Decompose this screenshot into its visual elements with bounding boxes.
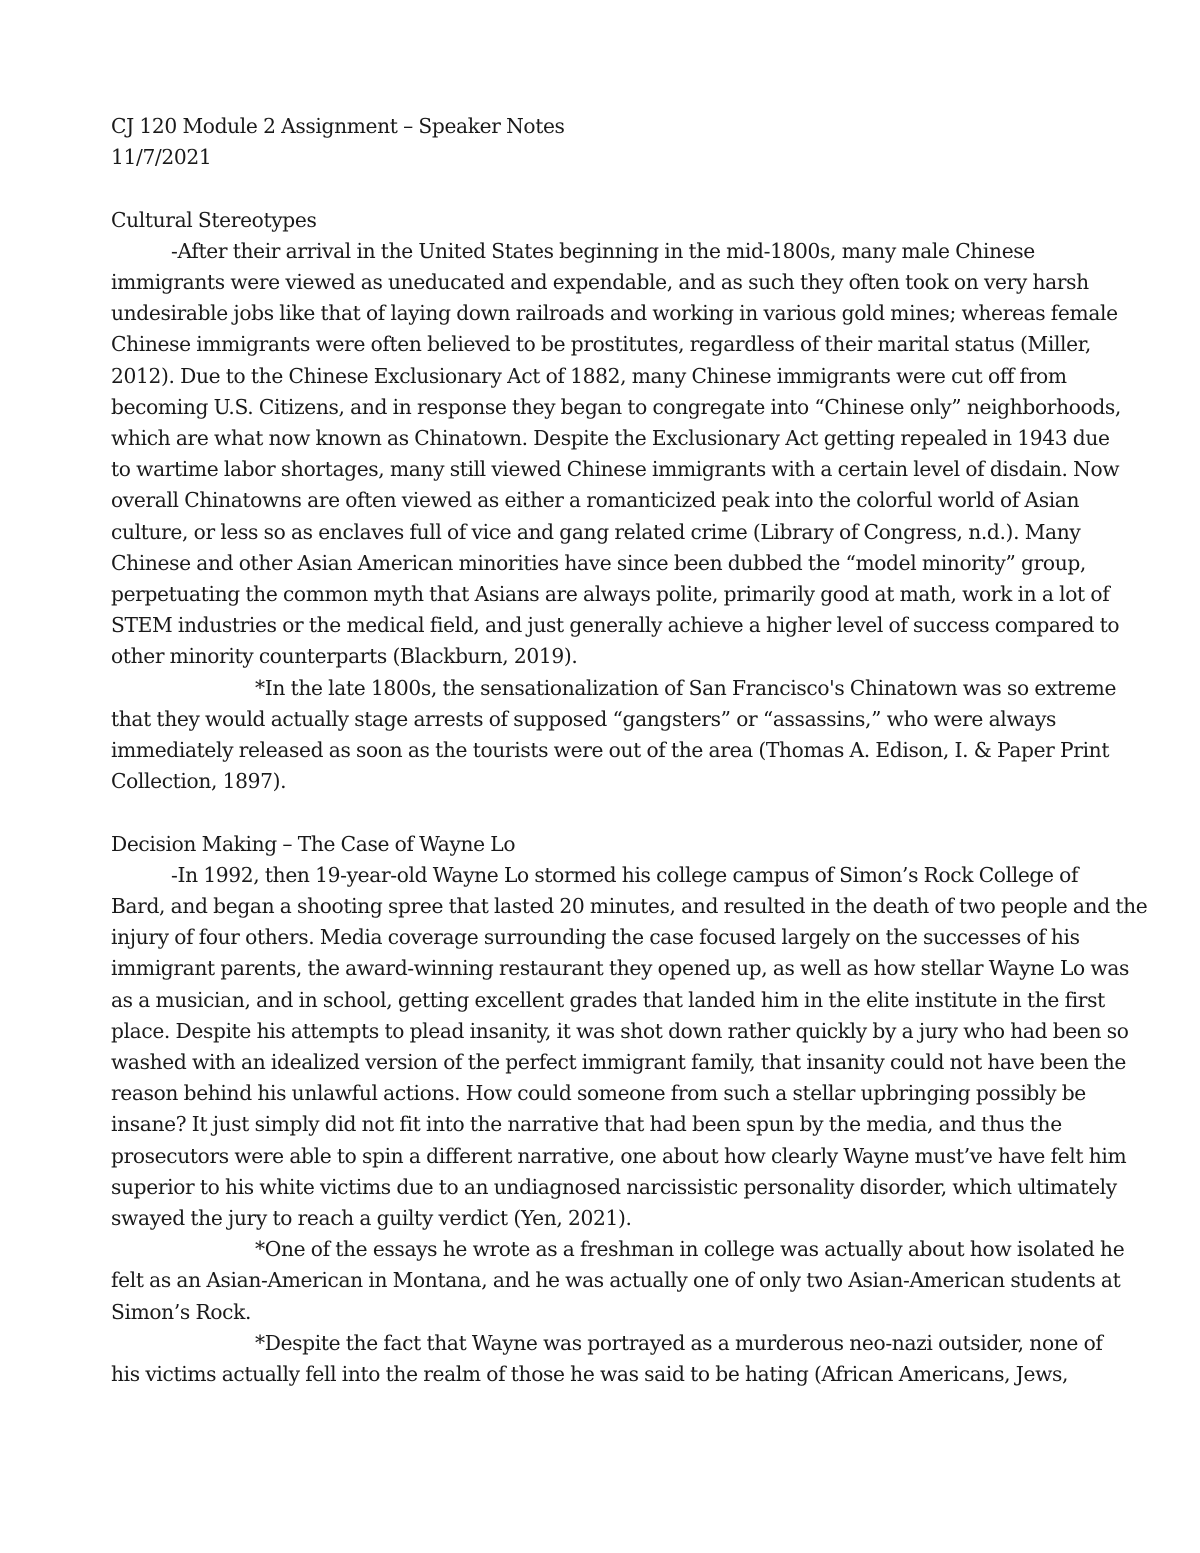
paragraph-line: that they would actually stage arrests of supposed “gangsters” or “assassins,” who were always xyxy=(111,706,1057,731)
paragraph-line: as a musician, and in school, getting excellent grades that landed him in the elite institute in the first xyxy=(111,987,1105,1012)
paragraph-line: *Despite the fact that Wayne was portrayed as a murderous neo-nazi outsider, none of xyxy=(255,1330,1103,1355)
paragraph-line: insane? It just simply did not fit into the narrative that had been spun by the media, and thus the xyxy=(111,1112,1062,1137)
paragraph-line: immigrant parents, the award-winning restaurant they opened up, as well as how stellar Wayne Lo was xyxy=(111,956,1130,981)
paragraph-line: his victims actually fell into the realm of those he was said to be hating (African Americans, Jews, xyxy=(111,1362,1069,1387)
paragraph-line: perpetuating the common myth that Asians are always polite, primarily good at math, work in a lot of xyxy=(111,582,1110,607)
paragraph-line: reason behind his unlawful actions. How could someone from such a stellar upbringing possibly be xyxy=(111,1081,1086,1106)
section-heading-decision-making: Decision Making – The Case of Wayne Lo xyxy=(111,831,516,856)
paragraph-line: *In the late 1800s, the sensationalization of San Francisco's Chinatown was so extreme xyxy=(255,675,1117,700)
paragraph-line: place. Despite his attempts to plead insanity, it was shot down rather quickly by a jury who had been so xyxy=(111,1018,1129,1043)
paragraph-line: washed with an idealized version of the perfect immigrant family, that insanity could not have been the xyxy=(111,1050,1126,1075)
note-paragraph xyxy=(111,1328,1103,1390)
paragraph-line: which are what now known as Chinatown. Despite the Exclusionary Act getting repealed in 1943 due xyxy=(111,426,1110,451)
paragraph-line: undesirable jobs like that of laying down railroads and working in various gold mines; whereas female xyxy=(111,301,1118,326)
paragraph-line: superior to his white victims due to an undiagnosed narcissistic personality disorder, which ultimately xyxy=(111,1174,1117,1199)
paragraph-line: 2012). Due to the Chinese Exclusionary Act of 1882, many Chinese immigrants were cut off from xyxy=(111,363,1067,388)
document-title: CJ 120 Module 2 Assignment – Speaker Notes xyxy=(111,114,565,138)
paragraph xyxy=(111,236,1121,673)
spacer xyxy=(111,797,1091,828)
paragraph-line: immediately released as soon as the tourists were out of the area (Thomas A. Edison, I. & Paper Print xyxy=(111,738,1110,763)
paragraph-line: Chinese immigrants were often believed to be prostitutes, regardless of their marital status (Miller, xyxy=(111,332,1091,357)
paragraph-line: Chinese and other Asian American minorities have since been dubbed the “model minority” group, xyxy=(111,550,1086,575)
document-page xyxy=(111,111,1148,1390)
paragraph-line: overall Chinatowns are often viewed as either a romanticized peak into the colorful world of Asian xyxy=(111,488,1080,513)
note-paragraph xyxy=(111,1234,1125,1328)
paragraph-line: felt as an Asian-American in Montana, and he was actually one of only two Asian-American students at xyxy=(111,1268,1121,1293)
paragraph-line: STEM industries or the medical field, and just generally achieve a higher level of success compared to xyxy=(111,613,1120,638)
paragraph-line: other minority counterparts (Blackburn, 2019). xyxy=(111,644,578,669)
paragraph-line: becoming U.S. Citizens, and in response they began to congregate into “Chinese only” neighborhoods, xyxy=(111,394,1121,419)
paragraph-line: immigrants were viewed as uneducated and expendable, and as such they often took on very harsh xyxy=(111,270,1089,294)
document-date: 11/7/2021 xyxy=(111,145,212,170)
paragraph-line: Bard, and began a shooting spree that lasted 20 minutes, and resulted in the death of two people and the xyxy=(111,894,1148,919)
paragraph-line: swayed the jury to reach a guilty verdict (Yen, 2021). xyxy=(111,1206,632,1231)
paragraph-line: injury of four others. Media coverage surrounding the case focused largely on the successes of his xyxy=(111,925,1080,950)
paragraph-line: *One of the essays he wrote as a freshman in college was actually about how isolated he xyxy=(255,1237,1125,1262)
paragraph-line: -In 1992, then 19-year-old Wayne Lo stormed his college campus of Simon’s Rock College of xyxy=(171,862,1079,887)
paragraph-line: -After their arrival in the United States beginning in the mid-1800s, many male Chinese xyxy=(171,238,1035,263)
section-heading-cultural-stereotypes: Cultural Stereotypes xyxy=(111,207,317,232)
paragraph-line: prosecutors were able to spin a different narrative, one about how clearly Wayne must’ve have felt him xyxy=(111,1143,1127,1168)
paragraph-line: to wartime labor shortages, many still viewed Chinese immigrants with a certain level of disdain. Now xyxy=(111,457,1120,482)
paragraph-line: Collection, 1897). xyxy=(111,769,287,794)
paragraph-line: Simon’s Rock. xyxy=(111,1299,252,1324)
paragraph xyxy=(111,860,1148,1234)
paragraph-line: culture, or less so as enclaves full of vice and gang related crime (Library of Congress, n.d.). Many xyxy=(111,519,1081,544)
spacer xyxy=(111,173,1091,204)
note-paragraph xyxy=(111,673,1117,798)
